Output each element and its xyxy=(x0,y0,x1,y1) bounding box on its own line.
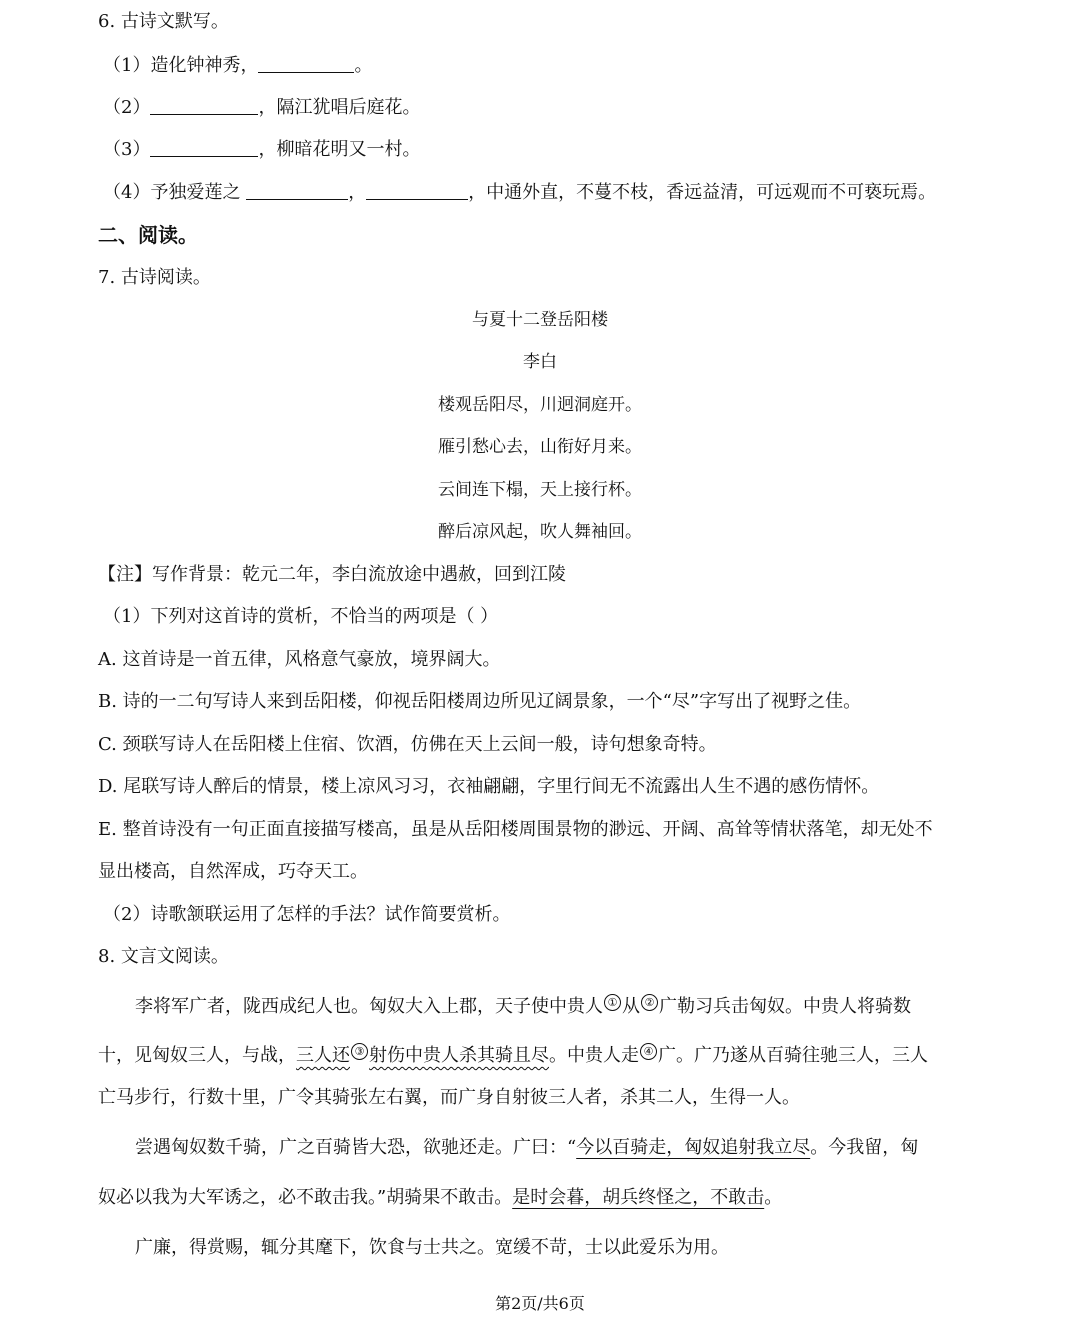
passage-text: 。今我留，匈 xyxy=(810,1137,919,1158)
q6-item-2-after: ，隔江犹唱后庭花。 xyxy=(258,97,421,118)
q6-item-2 xyxy=(103,95,420,121)
poem-line: 楼观岳阳尽，川迥洞庭开。 xyxy=(438,395,642,415)
q6-title: 6. 古诗文默写。 xyxy=(98,11,229,32)
page-number: 第2页/共6页 xyxy=(495,1294,585,1313)
option-a[interactable]: A. 这首诗是一首五律，风格意气豪放，境界阔大。 xyxy=(98,649,501,670)
q7-sub-question-1: （1）下列对这首诗的赏析，不恰当的两项是（ ） xyxy=(103,606,499,627)
q6-item-3-after: ，柳暗花明又一村。 xyxy=(258,139,421,160)
q6-item-1 xyxy=(103,53,372,79)
option-c[interactable]: C. 颈联写诗人在岳阳楼上住宿、饮酒，仿佛在天上云间一般，诗句想象奇特。 xyxy=(98,734,717,755)
footnote-marker: ② xyxy=(641,994,658,1011)
passage-line: 亡马步行，行数十里，广令其骑张左右翼，而广身自射彼三人者，杀其二人，生得一人。 xyxy=(98,1087,800,1108)
passage-text: 广勒习兵击匈奴。中贵人将骑数 xyxy=(659,996,911,1017)
answer-blank-3[interactable] xyxy=(150,138,258,157)
passage-line xyxy=(98,1185,782,1211)
option-b[interactable]: B. 诗的一二句写诗人来到岳阳楼，仰视岳阳楼周边所见辽阔景象，一个“尽”字写出了视野之佳。 xyxy=(98,691,862,712)
passage-text: 奴必以我为大军诱之，必不敢击我。”胡骑果不敢击。 xyxy=(98,1187,513,1208)
option-e[interactable]: E. 整首诗没有一句正面直接描写楼高，虽是从岳阳楼周围景物的渺远、开阔、高耸等情状落笔，却无处不 xyxy=(98,819,933,840)
q7-title: 7. 古诗阅读。 xyxy=(98,267,211,288)
q6-item-4 xyxy=(103,180,936,206)
underlined-text: 是时会暮，胡兵终怪之，不敢击 xyxy=(512,1187,765,1208)
answer-blank-4[interactable] xyxy=(246,181,348,200)
q6-item-1-num: （1） xyxy=(103,55,151,76)
q8-title: 8. 文言文阅读。 xyxy=(98,946,229,967)
footnote-marker: ③ xyxy=(351,1043,368,1060)
poem-line: 雁引愁心去，山衔好月来。 xyxy=(438,437,642,457)
q6-item-3-num: （3） xyxy=(103,139,151,160)
passage-text: 尝遇匈奴数千骑，广之百骑皆大恐，欲驰还走。广曰：“ xyxy=(135,1137,577,1158)
passage-line xyxy=(98,1043,928,1069)
passage-text: 广。广乃遂从百骑往驰三人，三人 xyxy=(658,1045,928,1066)
footnote-marker: ④ xyxy=(640,1043,657,1060)
option-d[interactable]: D. 尾联写诗人醉后的情景，楼上凉风习习，衣袖翩翩，字里行间无不流露出人生不遇的感伤情怀。 xyxy=(98,776,880,797)
passage-line xyxy=(135,1135,918,1161)
answer-blank-2[interactable] xyxy=(150,96,258,115)
wavy-underlined-text: 三人还 xyxy=(296,1045,350,1066)
poem-author: 李白 xyxy=(523,352,557,372)
wavy-underlined-text: 射伤中贵人杀其骑且尽 xyxy=(369,1045,549,1066)
underlined-text: 今以百骑走，匈奴追射我立尽 xyxy=(576,1137,811,1158)
footnote-marker: ① xyxy=(604,994,621,1011)
section-heading: 二、阅读。 xyxy=(98,223,198,247)
poem-line: 云间连下榻，天上接行杯。 xyxy=(438,480,642,500)
q7-sub-question-2: （2）诗歌颔联运用了怎样的手法？试作简要赏析。 xyxy=(103,904,511,925)
passage-text: 从 xyxy=(622,996,640,1017)
option-e-continued: 显出楼高，自然浑成，巧夺天工。 xyxy=(98,861,368,882)
q6-item-1-before: 造化钟神秀， xyxy=(150,55,259,76)
passage-text: 李将军广者，陇西成纪人也。匈奴大入上郡，天子使中贵人 xyxy=(135,996,603,1017)
answer-blank-1[interactable] xyxy=(258,54,354,73)
passage-line xyxy=(135,994,911,1020)
poem-title: 与夏十二登岳阳楼 xyxy=(472,310,608,330)
passage-text: 十，见匈奴三人，与战， xyxy=(98,1045,296,1066)
q6-item-4-mid: ， xyxy=(348,182,367,203)
passage-line: 广廉，得赏赐，辄分其麾下，饮食与士共之。宽缓不苛，士以此爱乐为用。 xyxy=(135,1237,729,1258)
passage-text: 。 xyxy=(764,1187,783,1208)
poem-note: 【注】写作背景：乾元二年，李白流放途中遇赦，回到江陵 xyxy=(98,564,566,585)
poem-line: 醉后凉风起，吹人舞袖回。 xyxy=(438,522,642,542)
q6-item-4-before: 予独爱莲之 xyxy=(150,182,247,203)
answer-blank-5[interactable] xyxy=(366,181,468,200)
q6-item-3 xyxy=(103,137,420,163)
q6-item-4-after: ，中通外直，不蔓不枝，香远益清，可远观而不可亵玩焉。 xyxy=(468,182,937,203)
q6-item-4-num: （4） xyxy=(103,182,151,203)
passage-text: 。中贵人走 xyxy=(549,1045,639,1066)
q6-item-2-num: （2） xyxy=(103,97,151,118)
q6-item-1-after: 。 xyxy=(354,55,373,76)
